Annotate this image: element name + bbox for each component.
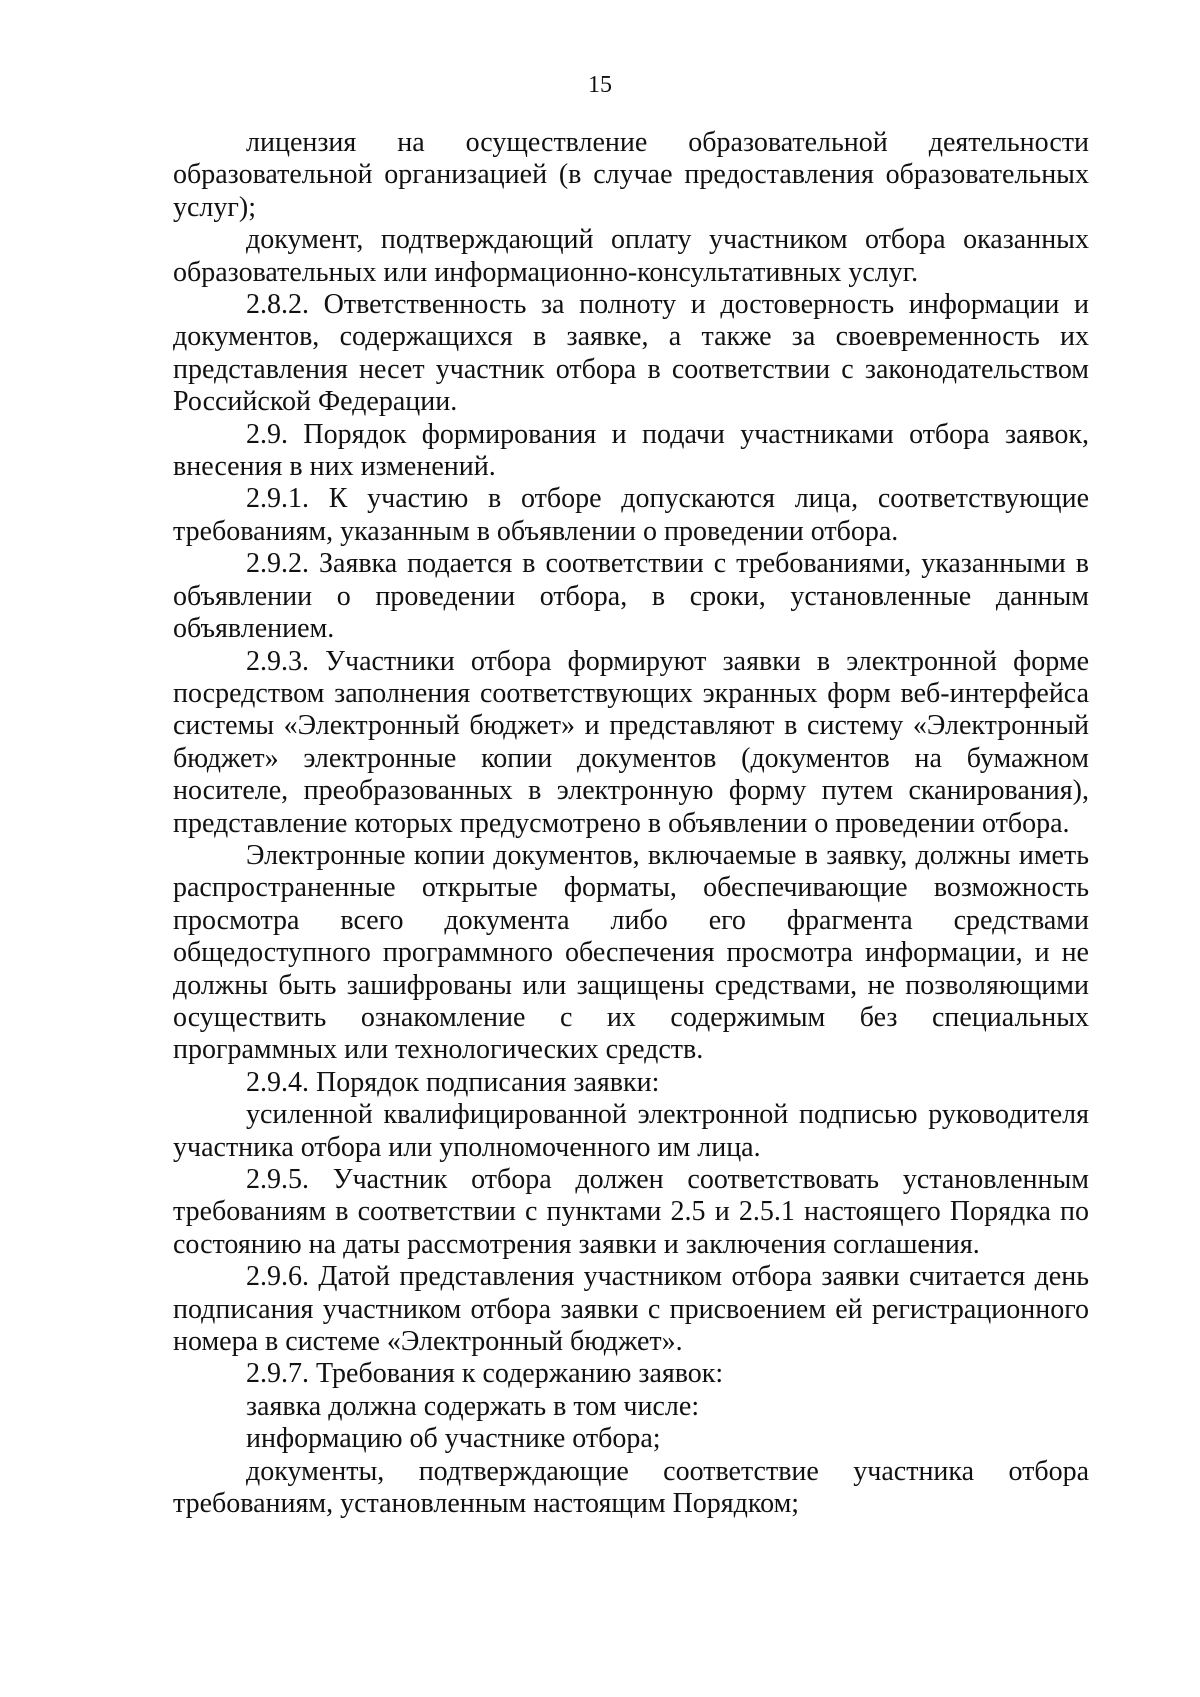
paragraph-2-9-5: 2.9.5. Участник отбора должен соответствовать установленным требованиям в соответствии с пунктами 2.5 и 2.5.1 настоящего Порядка по состоянию на даты рассмотрения заявки и заключения соглашения. — [173, 1164, 1089, 1260]
paragraph-electronic-copies: Электронные копии документов, включаемые в заявку, должны иметь распространенные открытые форматы, обеспечивающие возможность просмотра всего документа либо его фрагмента средствами общедоступного программного обеспечения просмотра информации, и не должны быть зашифрованы или защищены средствами, не позволяющими осуществить ознакомление с их содержимым без специальных программных или технологических средств. — [173, 839, 1089, 1066]
document-body — [173, 127, 1089, 1520]
paragraph-2-9-6: 2.9.6. Датой представления участником отбора заявки считается день подписания участником отбора заявки с присвоением ей регистрационного номера в системе «Электронный бюджет». — [173, 1261, 1089, 1358]
paragraph-participant-info: информацию об участнике отбора; — [246, 1423, 661, 1455]
paragraph-2-9: 2.9. Порядок формирования и подачи участниками отбора заявок, внесения в них изменений. — [173, 418, 1089, 483]
paragraph-payment-document: документ, подтверждающий оплату участником отбора оказанных образовательных или информационно-консультативных услуг. — [173, 224, 1089, 288]
paragraph-2-8-2: 2.8.2. Ответственность за полноту и достоверность информации и документов, содержащихся в заявке, а также за своевременность их представления несет участник отбора в соответствии с законодательством Российской Федерации. — [173, 289, 1089, 418]
paragraph-2-9-1: 2.9.1. К участию в отборе допускаются лица, соответствующие требованиям, указанным в объявлении о проведении отбора. — [173, 483, 1089, 547]
paragraph-2-9-3: 2.9.3. Участники отбора формируют заявки в электронной форме посредством заполнения соответствующих экранных форм веб-интерфейса системы «Электронный бюджет» и представляют в систему «Электронный бюджет» электронные копии документов (документов на бумажном носителе, преобразованных в электронную форму путем сканирования), представление которых предусмотрено в объявлении о проведении отбора. — [173, 645, 1089, 839]
paragraph-signature: усиленной квалифицированной электронной подписью руководителя участника отбора или уполномоченного им лица. — [173, 1099, 1089, 1163]
page-number: 15 — [588, 72, 612, 98]
paragraph-2-9-4: 2.9.4. Порядок подписания заявки: — [246, 1066, 660, 1098]
paragraph-application-content: заявка должна содержать в том числе: — [246, 1390, 700, 1422]
paragraph-compliance-documents: документы, подтверждающие соответствие участника отбора требованиям, установленным настоящим Порядком; — [173, 1455, 1089, 1520]
paragraph-2-9-2: 2.9.2. Заявка подается в соответствии с требованиями, указанными в объявлении о проведении отбора, в сроки, установленные данным объявлением. — [173, 548, 1089, 645]
paragraph-2-9-7: 2.9.7. Требования к содержанию заявок: — [246, 1358, 724, 1390]
paragraph-license: лицензия на осуществление образовательной деятельности образовательной организацией (в случае предоставления образовательных услуг); — [173, 127, 1089, 223]
